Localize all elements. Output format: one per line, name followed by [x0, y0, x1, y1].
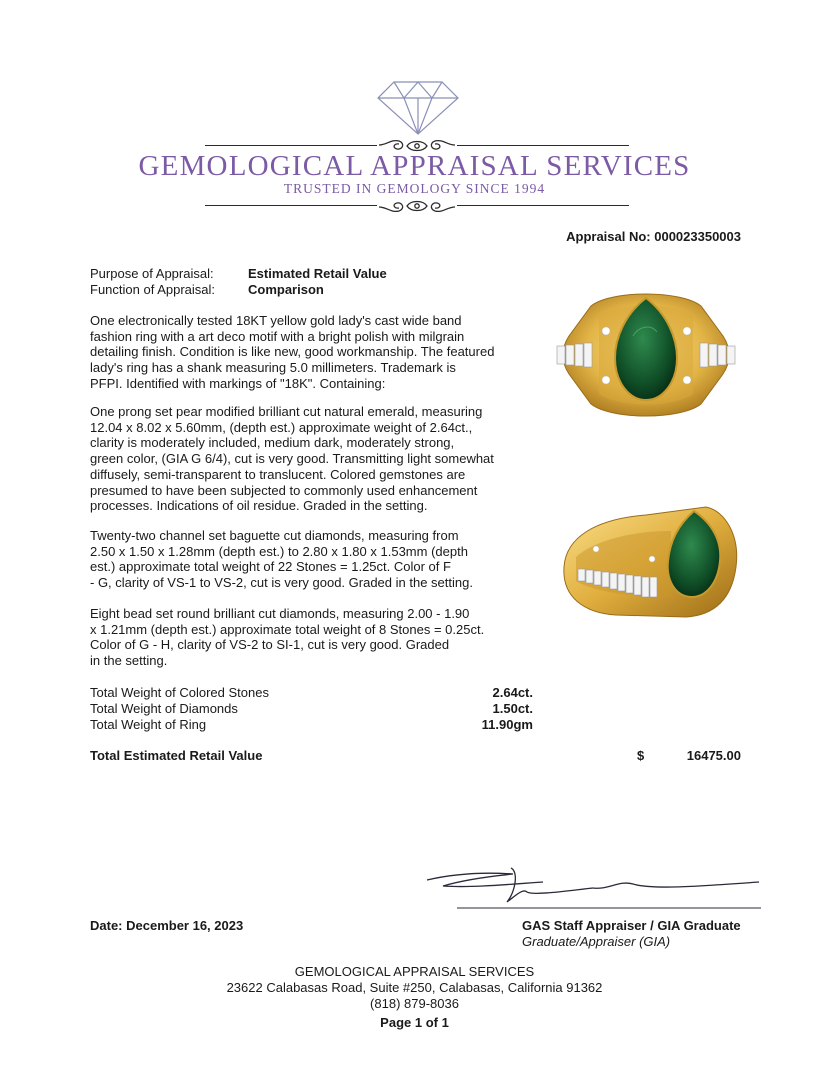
appraiser-title: GAS Staff Appraiser / GIA Graduate	[522, 918, 741, 933]
tagline: TRUSTED IN GEMOLOGY SINCE 1994	[283, 181, 546, 196]
total-colored-stones-value: 2.64ct.	[492, 685, 533, 700]
header-rule-top-right	[457, 145, 629, 146]
retail-value-label: Total Estimated Retail Value	[90, 748, 263, 763]
footer-company: GEMOLOGICAL APPRAISAL SERVICES	[294, 964, 535, 979]
emerald-description: One prong set pear modified brilliant cut natural emerald, measuring 12.04 x 8.02 x 5.60mm, (depth est.) approximate weight of 2.64ct., clarity is moderately included, medium dark, moderately strong, green color, (GIA G 6/4), cut is very good. Transmitting light somewhat diffusely, semi-transparent to translucent. Colored gemstones are presumed to have been subjected to commonly used enhancement processes. Indications of oil residue. Graded in the setting.	[90, 404, 494, 514]
company-name: GEMOLOGICAL APPRAISAL SERVICES	[138, 150, 691, 182]
retail-value-amount: 16475.00	[686, 748, 741, 763]
function-label: Function of Appraisal:	[90, 282, 216, 297]
total-colored-stones-label: Total Weight of Colored Stones	[90, 685, 269, 700]
ring-photo-top-view	[551, 286, 741, 424]
round-diamonds-description: Eight bead set round brilliant cut diamonds, measuring 2.00 - 1.90 x 1.21mm (depth est.) approximate total weight of 8 Stones = 0.25ct. Color of G - H, clarity of VS-2 to SI-1, cut is very good. Graded in the setting.	[90, 606, 485, 669]
appraiser-signature	[423, 862, 761, 912]
appraisal-date: Date: December 16, 2023	[90, 918, 244, 933]
total-ring-weight-value: 11.90gm	[481, 717, 533, 732]
appraiser-subtitle: Graduate/Appraiser (GIA)	[522, 934, 671, 949]
appraisal-number: Appraisal No: 000023350003	[566, 229, 741, 244]
page-number: Page 1 of 1	[380, 1015, 449, 1030]
flourish-ornament-icon	[377, 196, 457, 216]
purpose-value: Estimated Retail Value	[248, 266, 387, 281]
footer-phone: (818) 879-8036	[370, 996, 459, 1011]
total-ring-weight-label: Total Weight of Ring	[90, 717, 207, 732]
ring-description: One electronically tested 18KT yellow gold lady's cast wide band fashion ring with a art deco motif with a bright polish with milgrain detailing finish. Condition is like new, good workmanship. The featured lady's ring has a shank measuring 5.0 millimeters. Trademark is PFPI. Identified with markings of "18K". Containing:	[90, 313, 495, 391]
function-value: Comparison	[248, 282, 324, 297]
total-diamonds-label: Total Weight of Diamonds	[90, 701, 238, 716]
retail-value-currency: $	[637, 748, 645, 763]
diamond-outline-icon	[376, 78, 460, 136]
total-diamonds-value: 1.50ct.	[492, 701, 533, 716]
header-rule-top-left	[205, 145, 377, 146]
header-rule-bottom-left	[205, 205, 377, 206]
baguette-diamonds-description: Twenty-two channel set baguette cut diamonds, measuring from 2.50 x 1.50 x 1.28mm (depth est.) to 2.80 x 1.80 x 1.53mm (depth est.) approximate total weight of 22 Stones = 1.25ct. Color of F - G, clarity of VS-1 to VS-2, cut is very good. Graded in the setting.	[90, 528, 473, 591]
purpose-label: Purpose of Appraisal:	[90, 266, 214, 281]
footer-address: 23622 Calabasas Road, Suite #250, Calabasas, California 91362	[226, 980, 603, 995]
ring-photo-side-view	[556, 497, 746, 625]
header-rule-bottom-right	[457, 205, 629, 206]
